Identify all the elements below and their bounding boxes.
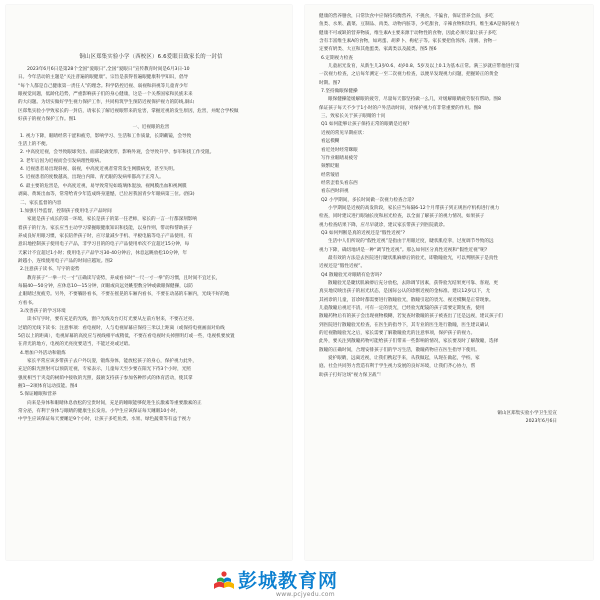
letter-line: 养成良好用眼习惯，家长陪伴孩子时，应尽量减少手机、平板电脑等电子产品使用，有: [18, 233, 193, 239]
letter-line: 散瞳药物后有的孩子会出现视物模糊，若复查时散瞳的孩子被查出了还是远视，建议孩子们: [319, 314, 503, 320]
letter-line: 5. 近视患者的度数越高，出现白内障、青光眼的发病率都高于正常人。: [20, 175, 164, 181]
letter-line: 近视还是“假性近视”。: [319, 264, 366, 270]
signature-spacer: [319, 380, 583, 410]
signature-school: 铜山区郑集实验小学卫生室宣: [497, 411, 557, 417]
letter-line: 7.坚持做眼保健操: [321, 89, 358, 95]
letter-line: 家庭是孩子成长的第一环境，家长是孩子的第一任老师，家长的一言一行都深刻影响: [27, 217, 197, 223]
letter-line: 剥离、黄斑出血等，常常给青少年造成终身遗憾，已位居我国青少年眼病第三位。(图3): [18, 192, 195, 198]
letter-line: 助孩子打好这场“视力保卫战”！: [319, 372, 384, 378]
letter-line: 眼保健操能缓解眼的疲劳，尽量每天都坚持做一么几，对缓解眼睛疲劳很有帮助。图8: [328, 97, 501, 103]
letter-line: 二、家长监督的内容: [20, 200, 62, 206]
letter-line: 6. 最主要的危害是，中高度近视，易导致常见如玻璃体混浊、视网膜出血和视网膜: [20, 183, 187, 189]
letter-line: 家长平常应该多带孩子去户外玩耍，锻炼身体，能放松孩子的身心，保护视力此外，: [27, 359, 197, 365]
letter-line: 常分泌，有利于身体与眼睛的健康生长发育。小学生应该保证每天睡眠10小时，: [18, 409, 181, 415]
letter-line: 儿童屈光发育，从新生儿3岁0.6、4岁0.8、5岁及以上0.1为基本正常。满三岁就应带他进行第: [328, 64, 520, 70]
letter-line: 经常歪着头看东西: [321, 180, 358, 186]
letter-line: 频繁眨眼: [321, 164, 340, 170]
letter-line: 鱼类、水果、蔬菜、豆制品、肉类、动物内脏等，少吃甜食，辛辣食物和饮料，维生素A是保持视力: [319, 22, 520, 28]
letter-line: 时期。图7: [319, 80, 341, 86]
letter-line: 好孩子的视力保护工作。图1: [18, 117, 77, 123]
letter-line: 充足的阳光照射可以预防近视，专家表示，儿童每天至少要在阳光下待3个小时，光照: [18, 367, 191, 373]
letter-line: 看远模糊: [321, 139, 340, 145]
letter-line: Q1 如何能够让孩子保持正常的眼睛是近视?: [321, 122, 410, 128]
letter-line: 1.加强引导监督，控制孩子使用电子产品时间: [20, 208, 112, 214]
letter-line: 4. 近视患者易出现斜视、弱视，中高度近视者常常发生网膜病变，甚至失明。: [20, 167, 178, 173]
letter-line: 到医院进行散瞳验光检查，在医生的指导下，其专业的医生进行散瞳，医生建议确认: [319, 322, 489, 328]
letter-line: 经常皱眉: [321, 172, 340, 178]
letter-line: 意识地控制孩子使用电子产品，非学习目的的电子产品使用单次不宜超过15分钟，每: [18, 242, 190, 248]
site-url[interactable]: www.pcjyedu.com: [276, 591, 335, 598]
book-logo-icon: [212, 570, 236, 590]
site-footer: [0, 562, 600, 600]
letter-line: 1. 视力下降，眼睛经常干涩和疲劳，影响学习、生活和工作质量，长期戴镜，会导致: [20, 133, 192, 139]
letter-line: 视力检查结果下降，应尽早就诊，建议家长带孩子到医院就诊。: [319, 222, 448, 228]
letter-line: 含有丰富维生素A的食物，如鸡蛋、胡萝卜、枸杞子等。家长要把鱼汤汤、清粥、食物一: [319, 39, 497, 45]
letter-line: 4.增加户外活动和锻炼: [20, 350, 66, 356]
letter-line: 在背光的地方，电视的光亮度要适当，不能过亮或过暗。: [18, 342, 133, 348]
site-logo-text[interactable]: 彭城教育网: [238, 570, 339, 592]
letter-page-right: [305, 5, 593, 560]
letter-line: 庭、社会共同努力营造有利于学生视力发展的良好环境，让我们齐心协力，帮: [319, 364, 476, 370]
letter-line: 5倍以上的距离），电视屏幕的高度应与视线相平或稍低，不要在看电视时关掉照明灯或一些，电视机要放置: [18, 334, 235, 339]
letter-line: Q4 散瞳验光对眼睛有危害吗?: [321, 272, 382, 278]
letter-line: 2023年6月6日是第28个全国“爱眼日”,全国“爱眼日”宣传教育时间是6月3日-10: [27, 67, 190, 72]
letter-line: 3. 老年后因为近视而会引发病理性眼病。: [20, 158, 104, 164]
letter-line: 一、近视眼的危害: [132, 125, 170, 131]
letter-line: 过暗的光线下读书；注意事项：看电视时，人与电视屏幕应保持三米以上距离（或保持电视画面对角线: [18, 325, 225, 331]
letter-line: 定要有奶类、大豆和其他蛋类、家禽类以及蔬类。图5 图6: [319, 47, 437, 53]
letter-line: 天累计不宜超过1小时；使用电子产品学习30-40分钟后，休息远眺放松10分钟，年: [18, 250, 188, 256]
letter-line: 读书写字时，要有充足的光线，窗户光线及台灯灯光要从左前方射来，不要在过亮、: [27, 317, 197, 323]
letter-line: 看近处时经常眯眼: [321, 147, 358, 153]
letter-line: 儿童散瞳后视近不清，可有一定的畏光，已经验光配镜的孩子需要定期复查，使用: [319, 306, 485, 312]
letter-line: 视力下降，确切地讲是一种“调节性近视”。那么如何区分真性近视和“假性近视”呢?: [319, 247, 488, 253]
letter-line: 3.改善孩子的学习环境: [20, 308, 66, 314]
letter-line: 健康的营养膳食，日常饮食中应保持均衡营养，不挑食，不偏食，保证营养全面，多吃: [319, 14, 494, 19]
letter-line: 此外，要关注到散瞳药物可能给孩子们带来一些影响的情况，家长要及时了解散瞳，选择: [319, 339, 499, 345]
letter-line: 其初诊的儿童，首诊时都需要进行散瞳验光，散瞳引起的畏光、视近模糊是正常现象。: [319, 297, 494, 303]
letter-page-left: [6, 5, 292, 560]
letter-line: 保证孩子每天不少于1小时的户外活动时间，对保护视力有非常重要的作用。图8: [319, 105, 482, 111]
letter-line: 健康不可或缺的营养物质，维生素A主要来源于动物性的食物，因此必须尽量让孩子多吃: [319, 30, 497, 36]
letter-line: 检查，同时建议进行眼轴长度和屈光检查，以全面了解孩子的视力情况，如果孩子: [319, 214, 485, 220]
letter-line: “每个人都是自己健康第一责任人”的理念。科学防控近视、弱视和斜视等儿童青少年: [18, 83, 189, 89]
letter-line: 写作业眼睛易疲劳: [321, 155, 358, 161]
letter-line: 强度相当于夹竞的树荫中接收的光照，鼓励支持孩子参加各种形式的体育活动，使其掌: [18, 375, 193, 381]
letter-line: 看东西时斜视: [321, 189, 349, 195]
letter-line: 近视的常见早期症状：: [321, 130, 367, 136]
letter-line: 的近视散瞳验光之后，家长需要了解散瞳验光的注意事项，保护孩子的视力。: [319, 331, 476, 337]
letter-line: 散瞳的正确时间，合理安排孩子们的学习生活，散瞳药物应在医生指导下使用。: [319, 347, 480, 353]
letter-line: 2. 中高度近视，会导致眼球突出、面部轮廓变形，影响外观，会导致升学、参军和找工作受阻。: [20, 150, 215, 156]
letter-line: 方看书。: [18, 300, 37, 306]
letter-line: 止眼睛过度疲劳。另外，不要躺卧看书，不要在摇晃的车厢内看书，不要在动荡的车厢内，光线不好的地: [18, 292, 230, 298]
letter-line: 散瞳验光是睫状肌麻痹后充分放松，去除调节因素，获得验光结果更可靠、客观、更: [328, 281, 498, 286]
letter-line: 小学期间是近视的高发阶段，家长应当每隔6-12个月带孩子到正规医疗机构进行视力: [328, 205, 500, 211]
letter-title: 铜山区郑集实验小学（西校区）6.6爱眼日致家长的一封信: [79, 54, 223, 60]
letter-line: 生活上的不便。: [18, 142, 51, 148]
letter-line: 真实地反映出孩子的屈光状态，是国际公认的诊断近视的金标准。建议12岁以下，尤: [319, 289, 491, 295]
letter-line: 向来是身体和眼睛休息放松的宝贵时间，充足的睡眠能够促进生长激素等重要激素的正: [27, 400, 202, 406]
letter-line: 龄越小，连续使用电子产品的时间应越短。图2: [18, 258, 113, 264]
letter-line: 教育孩子“一拳一尺一寸”正确读写姿势，养成看书时“一尺一寸一拳”的习惯，且时间不宜过长，: [27, 275, 221, 281]
letter-body-left: [6, 5, 292, 431]
letter-line: 2.注意孩子读书、写字的姿势: [20, 267, 80, 273]
letter-line: 生活中人们所说的“假性近视”是指由于用眼过度，睫状肌痉挛，过度调节导致的远: [328, 239, 494, 245]
letter-line: 一次视力检查，之后每年测定一至二次视力检查，以便早发现视力问题，把握矫正的黄金: [319, 72, 499, 78]
letter-line: 爱护眼睛，远离近视，让我们携起手来，从我做起，从现在做起，学校、家: [328, 356, 480, 362]
letter-line: 区郑集实验小学致家长的一封信，请家长了解近视眼带来的危害，掌握近视的发生原因，危害，并配合学校做: [18, 108, 239, 114]
letter-line: 最有效的方法是去医院进行睫状肌麻痹后的验光，即散瞳验光，可以判断孩子是真性: [328, 255, 498, 261]
letter-line: 每隔40—50分钟，应休息10—15分钟，闭眼或向远处眺望数分钟或做眼保健操，以防: [18, 283, 193, 289]
letter-line: 三、致家长关于孩子眼睛的十问: [321, 114, 386, 120]
letter-body-right: [305, 5, 593, 433]
letter-line: 眼视觉问题，低龄化趋势，严重影响孩子们的身心健康，这是一个关系国家和民族未来: [18, 92, 193, 98]
letter-line: 握1—2项体育运动技能。图4: [18, 384, 78, 390]
signature-date: 2023年6月6日: [525, 419, 557, 425]
letter-line: 6.定期视力检查: [321, 55, 353, 61]
letter-line: Q2 小学期间，多长时间做一次视力检查合适?: [321, 197, 415, 203]
letter-line: 日。今年活动的主题是“关注普遍的眼健康”。宗旨是获得普遍眼健康科学知识，倡导: [18, 75, 189, 81]
letter-line: 中学生应该保证每天要睡足9个小时，让孩子多吃鱼类、水果、绿色蔬菜等有益于视力: [18, 417, 191, 423]
letter-line: 的大问题。为切实做好学生视力保护工作，共同构筑学生预防近视保护视力的防线,铜山: [18, 100, 195, 106]
letter-line: 着孩子的行为。家长应当主动学习掌握眼健康知识和技能，以身作则，带动和帮助孩子: [18, 225, 193, 231]
letter-line: 5.保证睡眠和营养: [20, 392, 57, 398]
letter-line: Q3 如何判断是真的近视还是“假性近视”?: [321, 230, 406, 236]
